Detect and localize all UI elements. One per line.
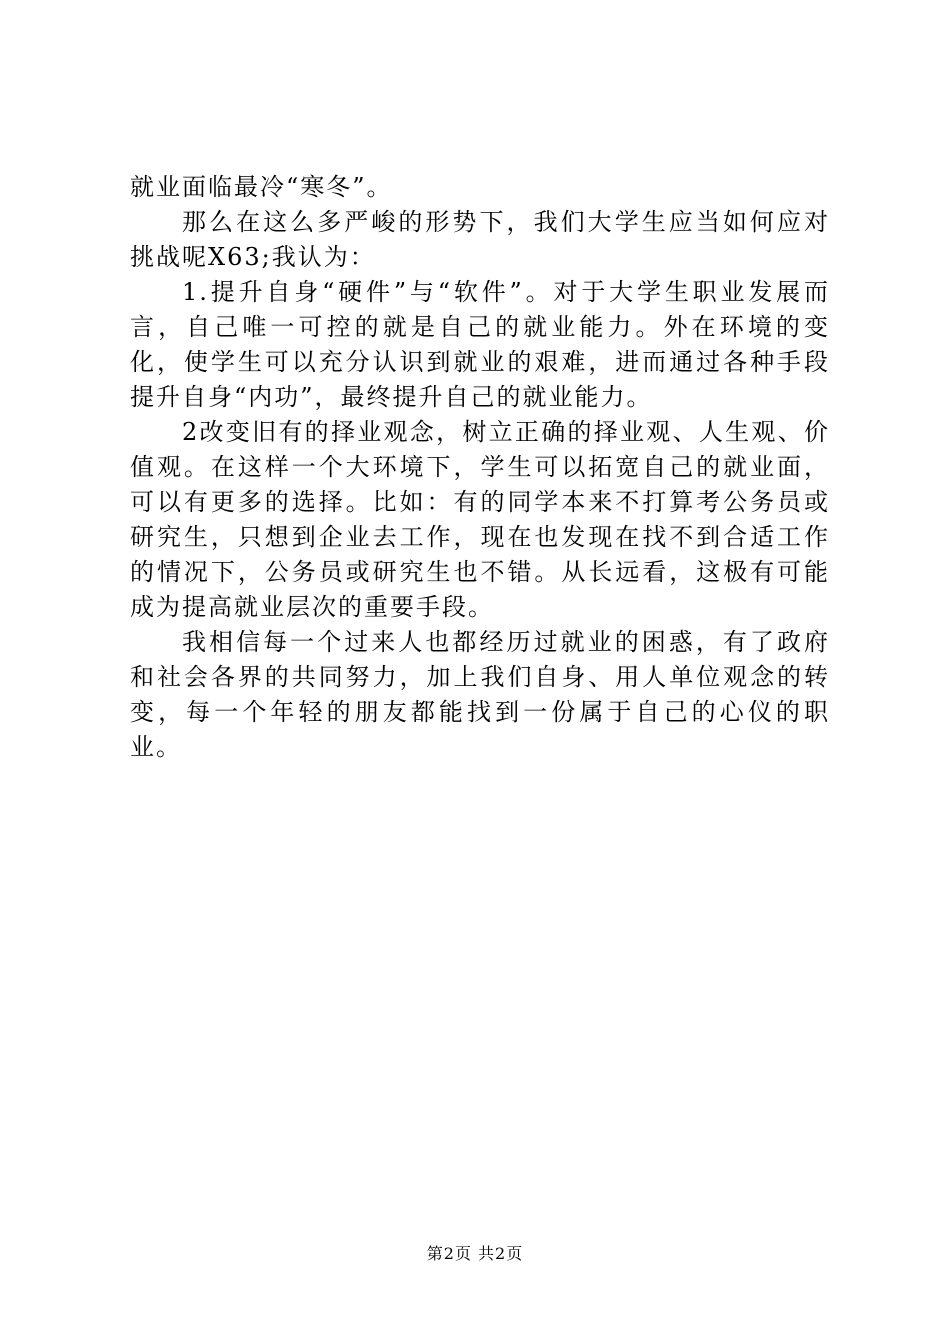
page-number-footer: 第2页 共2页 xyxy=(426,1244,524,1263)
paragraph-point-1: 1.提升自身“硬件”与“软件”。对于大学生职业发展而言，自己唯一可控的就是自己的就业能力。外在环境的变化，使学生可以充分认识到就业的艰难，进而通过各种手段提升自身“内功”，最终提升自己的就业能力。 xyxy=(130,278,830,411)
paragraph-continuation: 就业面临最冷“寒冬”。 xyxy=(130,173,393,201)
paragraph-point-2: 2改变旧有的择业观念，树立正确的择业观、人生观、价值观。在这样一个大环境下，学生可以拓宽自己的就业面，可以有更多的选择。比如：有的同学本来不打算考公务员或研究生，只想到企业去工作，现在也发现在找不到合适工作的情况下，公务员或研究生也不错。从长远看，这极有可能成为提高就业层次的重要手段。 xyxy=(130,418,830,621)
paragraph-conclusion: 我相信每一个过来人也都经历过就业的困惑，有了政府和社会各界的共同努力，加上我们自身、用人单位观念的转变，每一个年轻的朋友都能找到一份属于自己的心仪的职业。 xyxy=(130,628,830,761)
document-body xyxy=(130,170,830,765)
paragraph-question: 那么在这么多严峻的形势下，我们大学生应当如何应对挑战呢X63;我认为： xyxy=(130,208,830,271)
